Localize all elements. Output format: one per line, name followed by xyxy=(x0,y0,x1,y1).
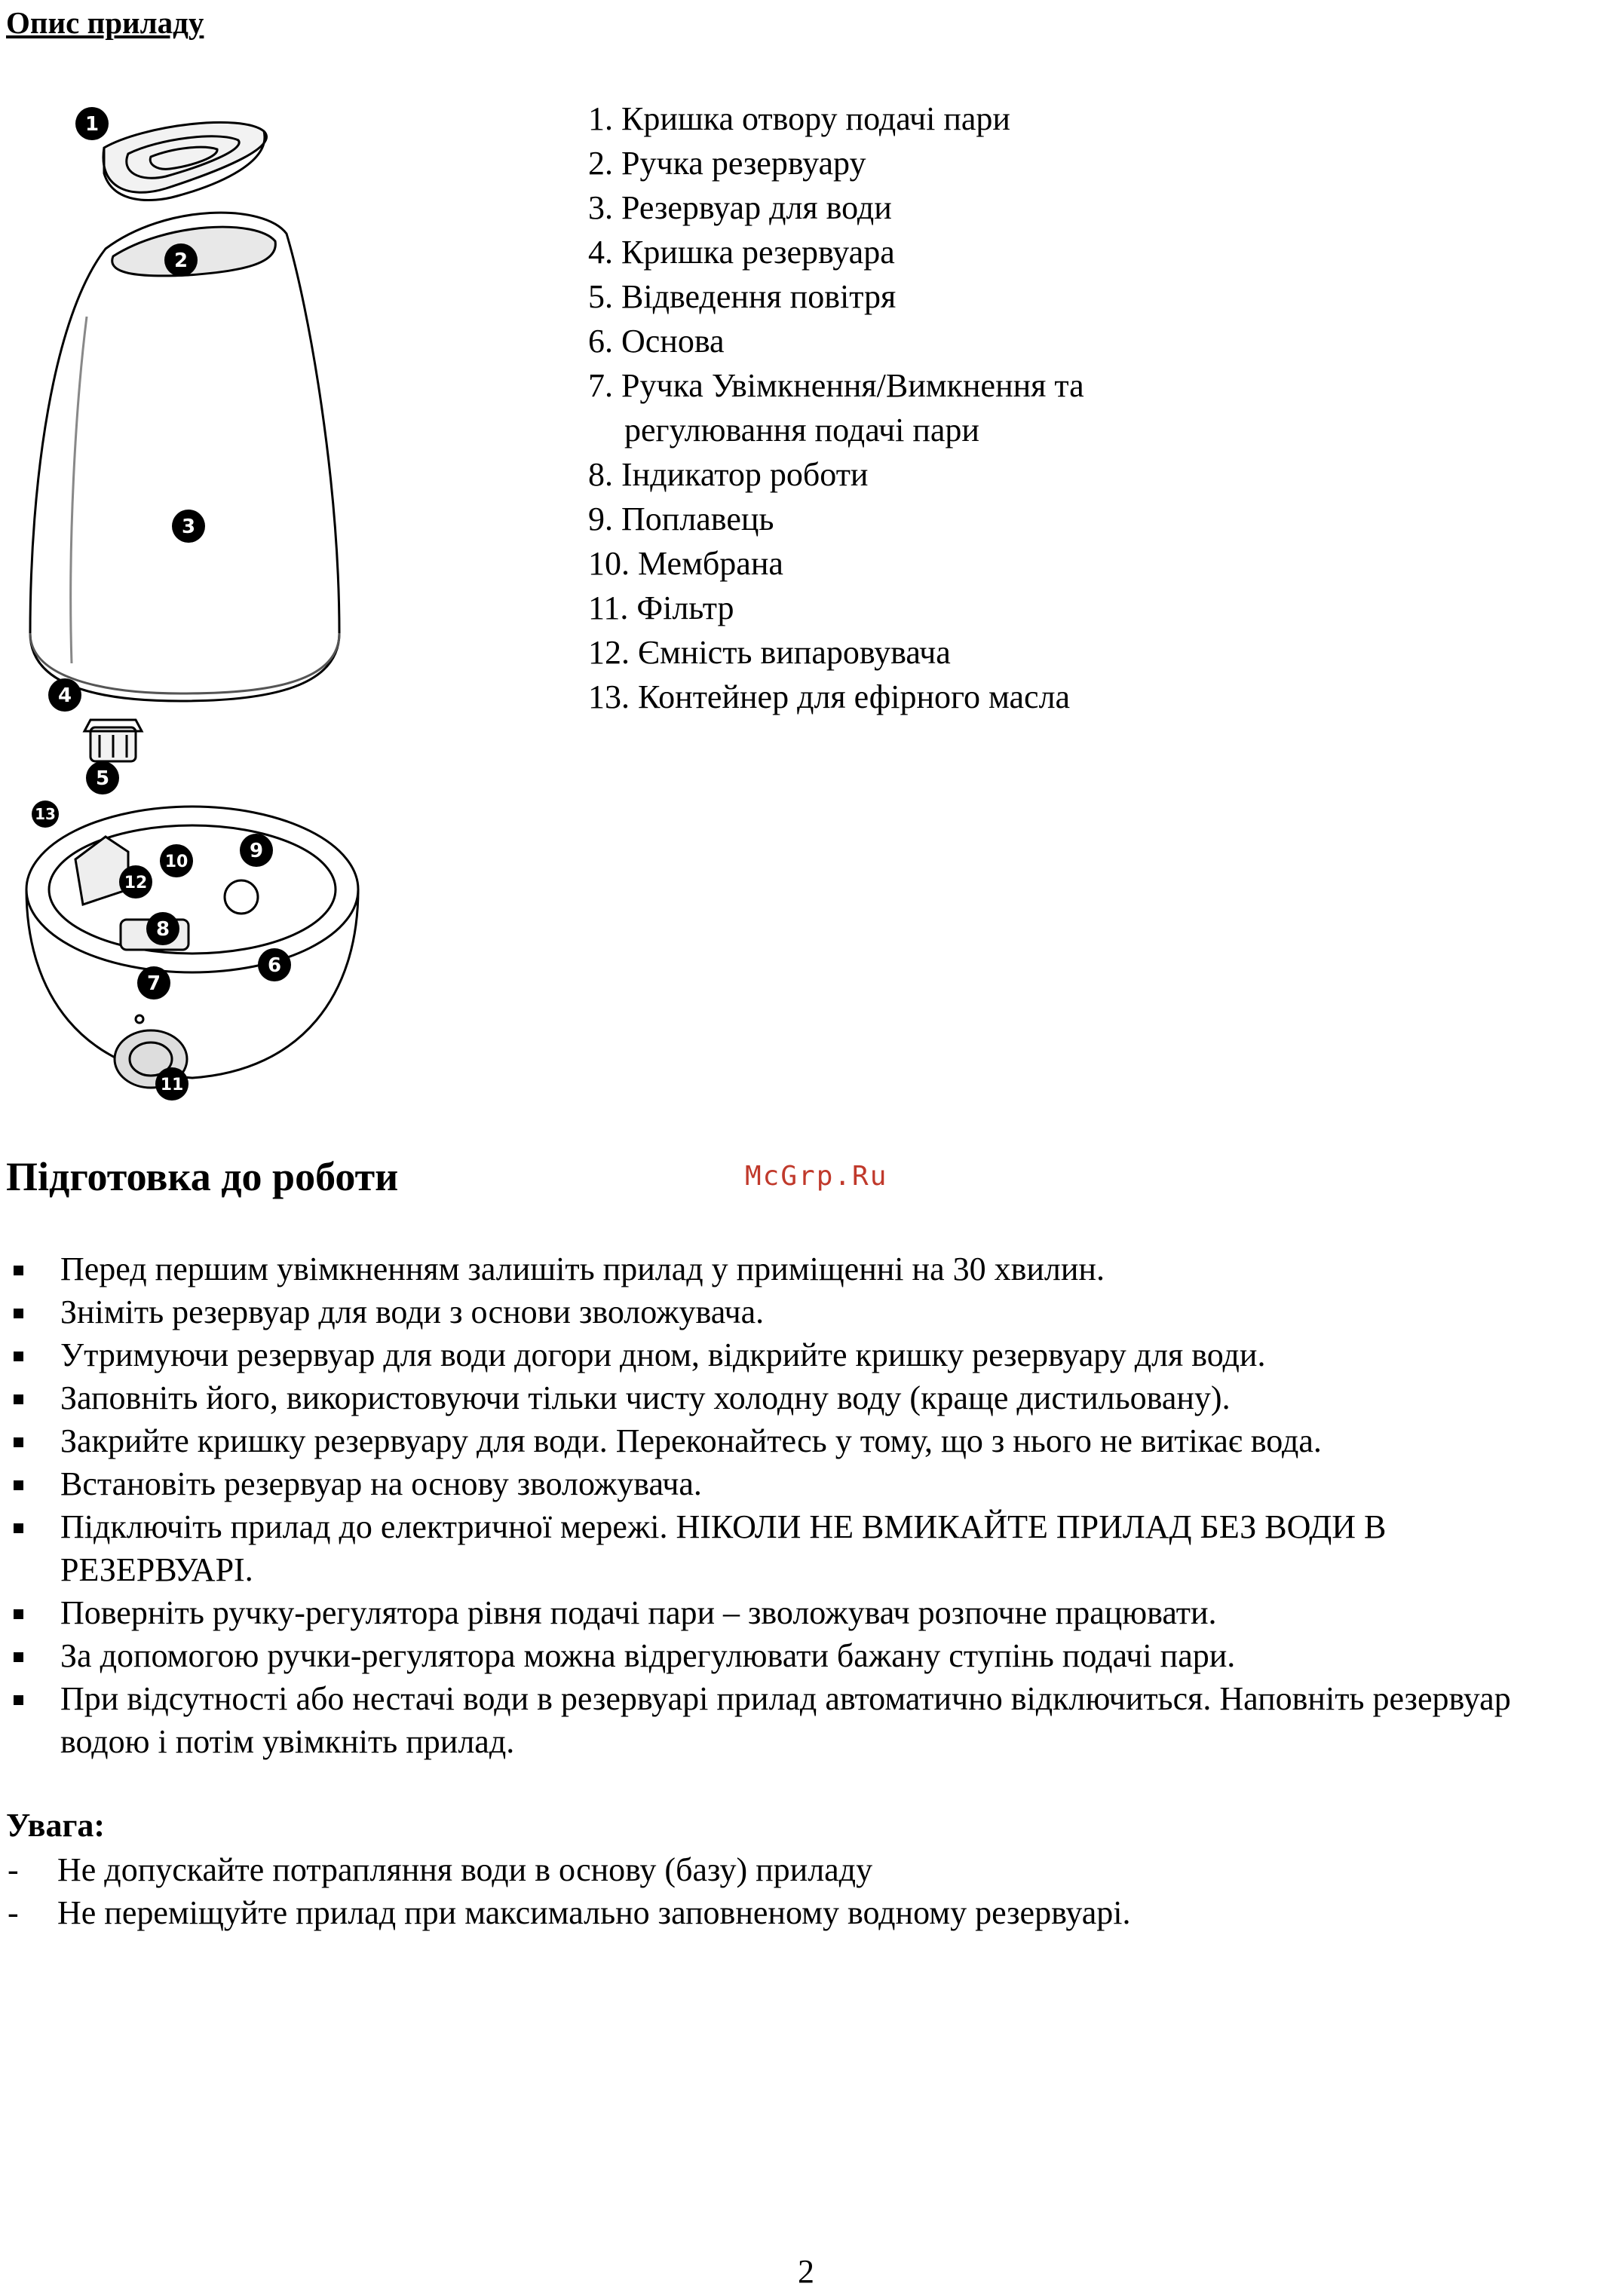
parts-list-item: 6. Основа xyxy=(588,323,725,360)
parts-list-item: 7. Ручка Увімкнення/Вимкнення та xyxy=(588,367,1084,404)
svg-text:11: 11 xyxy=(160,1076,184,1094)
section-heading-preparation: Підготовка до роботи xyxy=(6,1154,399,1199)
svg-text:1: 1 xyxy=(84,113,100,136)
step-text: Закрийте кришку резервуару для води. Переконайтесь у тому, що з нього не витікає вода. xyxy=(60,1422,1322,1459)
parts-list-item: 5. Відведення повітря xyxy=(588,278,897,315)
step-item xyxy=(14,1591,1567,1634)
humidifier-exploded-diagram xyxy=(15,90,377,1134)
svg-text:9: 9 xyxy=(249,840,264,862)
parts-list-item: 13. Контейнер для ефірного масла xyxy=(588,678,1071,715)
section-heading-device-description: Опис приладу xyxy=(6,5,204,40)
callout-7 xyxy=(137,966,170,1000)
svg-text:8: 8 xyxy=(155,918,170,941)
bullet-square-icon xyxy=(14,1266,23,1275)
bullet-square-icon xyxy=(14,1437,23,1447)
step-item xyxy=(14,1462,1567,1505)
warning-item xyxy=(6,1891,1559,1934)
step-text: Встановіть резервуар на основу зволожувача. xyxy=(60,1465,702,1502)
svg-text:6: 6 xyxy=(267,954,282,977)
bullet-square-icon xyxy=(14,1523,23,1533)
dash-marker: - xyxy=(8,1894,19,1931)
steam-cover-drawing xyxy=(103,122,266,200)
callout-11 xyxy=(155,1067,189,1101)
svg-text:5: 5 xyxy=(95,767,110,790)
callout-8 xyxy=(146,912,179,945)
step-text: Перед першим увімкненням залишіть прилад у приміщенні на 30 хвилин. xyxy=(60,1251,1105,1287)
callout-10 xyxy=(160,844,193,877)
svg-text:7: 7 xyxy=(146,972,161,995)
svg-text:10: 10 xyxy=(164,853,189,871)
step-text: Зніміть резервуар для води з основи зволожувача. xyxy=(60,1293,765,1330)
base-drawing xyxy=(26,807,358,1088)
step-text: Підключіть прилад до електричної мережі. НІКОЛИ НЕ ВМИКАЙТЕ ПРИЛАД БЕЗ ВОДИ В РЕЗЕРВУАРІ. xyxy=(60,1508,1387,1588)
warning-list xyxy=(6,1848,1559,1934)
step-item xyxy=(14,1290,1567,1333)
parts-list-item: 4. Кришка резервуара xyxy=(588,234,895,271)
callout-5 xyxy=(86,761,119,794)
bullet-square-icon xyxy=(14,1609,23,1619)
bullet-square-icon xyxy=(14,1695,23,1705)
parts-list-item: 10. Мембрана xyxy=(588,545,783,582)
water-tank-drawing xyxy=(30,213,339,701)
dash-marker: - xyxy=(8,1851,19,1888)
svg-text:2: 2 xyxy=(173,249,189,272)
section-heading-warning: Увага: xyxy=(6,1807,106,1844)
step-item xyxy=(14,1333,1567,1376)
callout-9 xyxy=(240,834,273,867)
svg-text:3: 3 xyxy=(181,516,196,538)
tank-cap-drawing xyxy=(84,720,142,761)
step-text: При відсутності або нестачі води в резервуарі прилад автоматично відключиться. Наповніть резервуар водою і потім увімкніть прилад. xyxy=(60,1680,1511,1760)
bullet-square-icon xyxy=(14,1309,23,1318)
parts-list-item: 1. Кришка отвору подачі пари xyxy=(588,100,1010,137)
step-item xyxy=(14,1419,1567,1462)
svg-text:4: 4 xyxy=(57,684,72,707)
bullet-square-icon xyxy=(14,1394,23,1404)
step-item xyxy=(14,1376,1567,1419)
page-number: 2 xyxy=(798,2253,814,2290)
bullet-square-icon xyxy=(14,1480,23,1490)
step-item xyxy=(14,1634,1567,1677)
parts-list-item: 2. Ручка резервуару xyxy=(588,145,866,182)
svg-text:12: 12 xyxy=(124,874,148,892)
step-text: Заповніть його, використовуючи тільки чисту холодну воду (краще дистильовану). xyxy=(60,1379,1231,1416)
step-text: Утримуючи резервуар для води догори дном, відкрийте кришку резервуару для води. xyxy=(60,1336,1266,1373)
callout-3 xyxy=(172,510,205,543)
preparation-steps-list xyxy=(14,1247,1567,1763)
step-item xyxy=(14,1505,1567,1591)
warning-item xyxy=(6,1848,1559,1891)
parts-list-item: 11. Фільтр xyxy=(588,589,734,626)
bullet-square-icon xyxy=(14,1352,23,1361)
callout-4 xyxy=(48,678,81,712)
parts-list-item: 3. Резервуар для води xyxy=(588,189,892,226)
callout-1 xyxy=(75,107,109,140)
parts-list-item: 12. Ємність випаровувача xyxy=(588,634,951,671)
watermark: McGrp.Ru xyxy=(745,1161,888,1192)
step-item xyxy=(14,1677,1567,1763)
parts-list-item: 8. Індикатор роботи xyxy=(588,456,869,493)
callout-6 xyxy=(258,948,291,981)
parts-list xyxy=(588,96,1418,719)
parts-list-item-continuation: регулювання подачі пари xyxy=(624,412,979,448)
svg-text:13: 13 xyxy=(35,805,56,823)
parts-list-item: 9. Поплавець xyxy=(588,501,774,537)
step-text: За допомогою ручки-регулятора можна відрегулювати бажану ступінь подачі пари. xyxy=(60,1637,1236,1674)
step-text: Поверніть ручку-регулятора рівня подачі пари – зволожувач розпочне працювати. xyxy=(60,1594,1217,1631)
callout-12 xyxy=(119,865,152,899)
step-item xyxy=(14,1247,1567,1290)
warning-text: Не допускайте потрапляння води в основу (базу) приладу xyxy=(57,1851,873,1888)
warning-text: Не переміщуйте прилад при максимально заповненому водному резервуарі. xyxy=(57,1894,1131,1931)
callout-2 xyxy=(164,243,198,277)
callout-13 xyxy=(32,801,59,828)
bullet-square-icon xyxy=(14,1652,23,1662)
